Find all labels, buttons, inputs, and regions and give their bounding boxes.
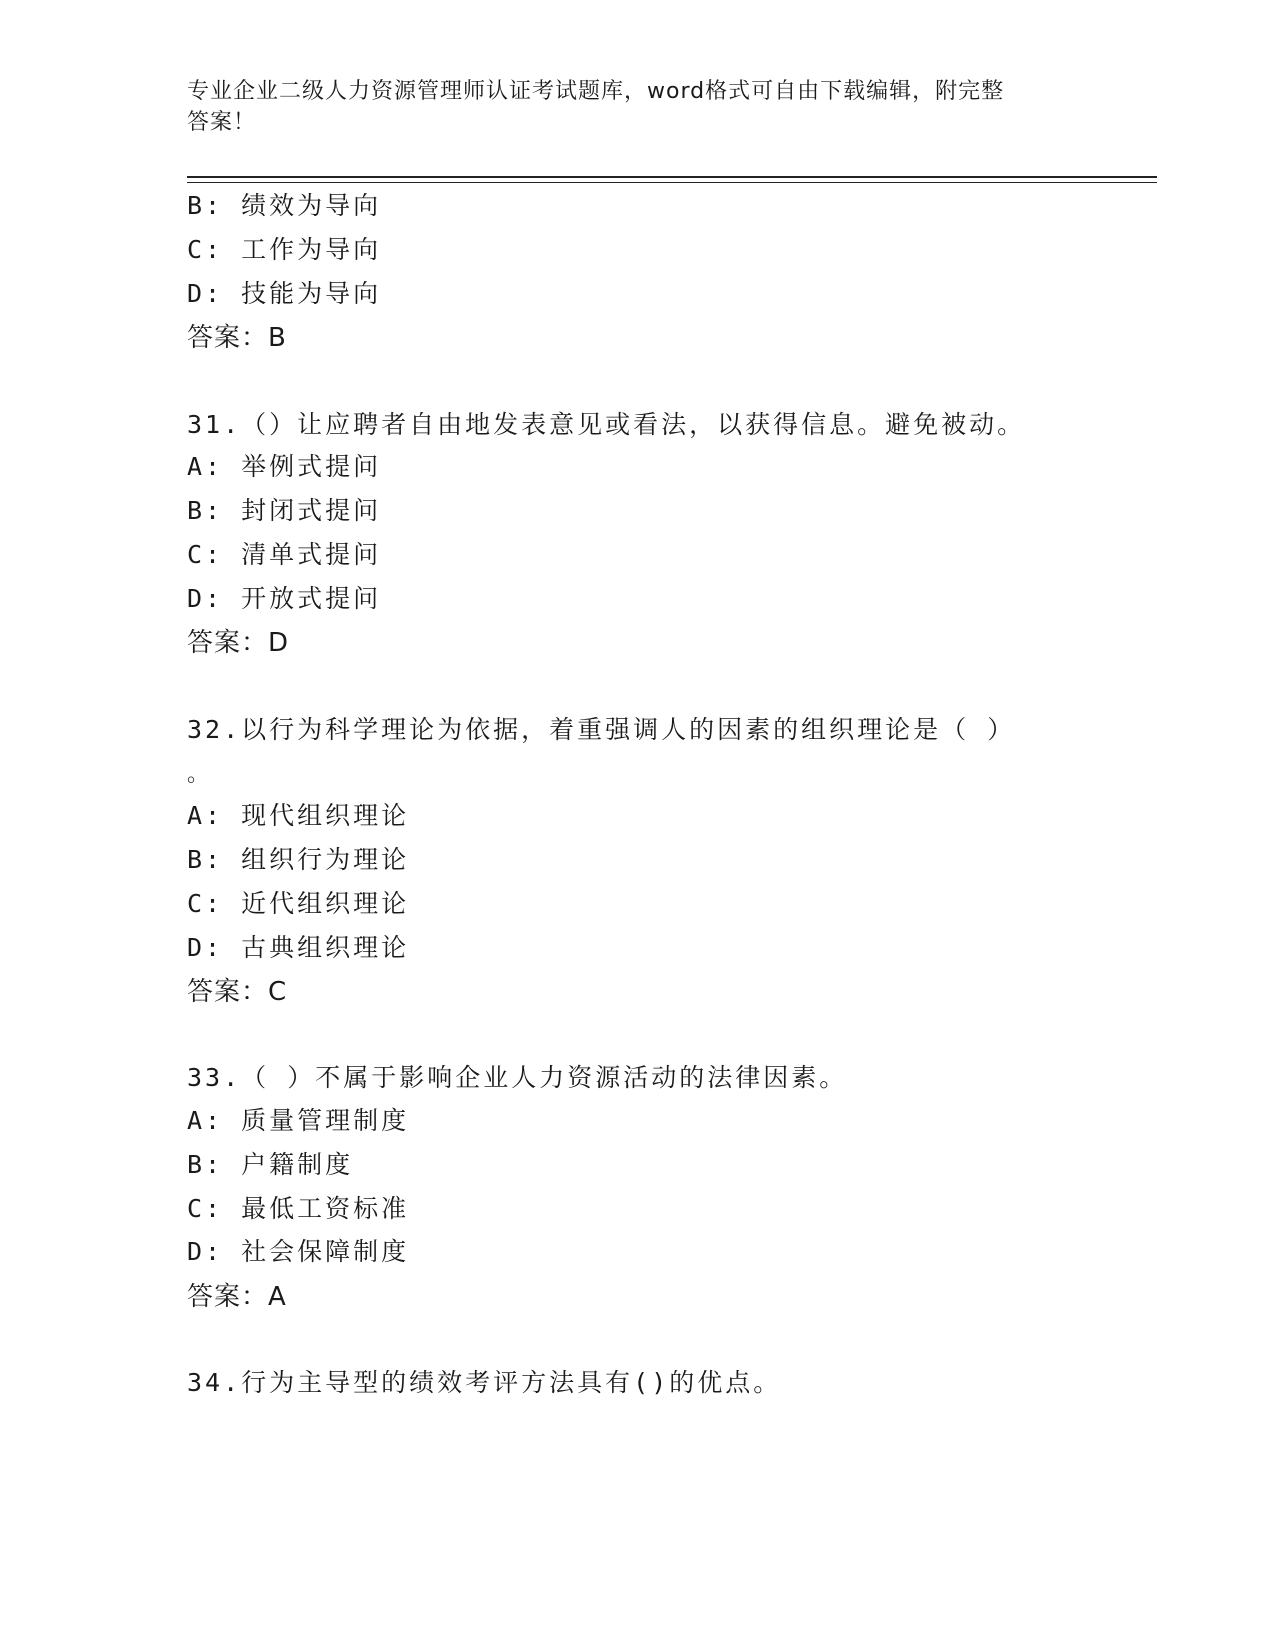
header-line-2: 答案！ bbox=[187, 110, 257, 135]
header-divider-thick bbox=[187, 176, 1157, 178]
header-line-1: 专业企业二级人力资源管理师认证考试题库，word格式可自由下载编辑，附完整 bbox=[187, 79, 1005, 104]
question-stem: 34.行为主导型的绩效考评方法具有()的优点。 bbox=[187, 1368, 782, 1397]
document-header bbox=[187, 76, 1087, 138]
option-d: D: 社会保障制度 bbox=[187, 1237, 410, 1266]
question-stem: 31.（）让应聘者自由地发表意见或看法，以获得信息。避免被动。 bbox=[187, 410, 1026, 439]
option-c: C: 工作为导向 bbox=[187, 235, 382, 264]
option-d: D: 古典组织理论 bbox=[187, 933, 410, 962]
answer-line: 答案：A bbox=[187, 1282, 287, 1312]
question-stem-continuation: 。 bbox=[187, 762, 210, 787]
header-divider-thin bbox=[187, 182, 1157, 183]
option-a: A: 举例式提问 bbox=[187, 452, 382, 481]
option-d: D: 开放式提问 bbox=[187, 584, 382, 613]
option-d: D: 技能为导向 bbox=[187, 279, 382, 308]
option-a: A: 质量管理制度 bbox=[187, 1106, 410, 1135]
option-b: B: 户籍制度 bbox=[187, 1150, 354, 1179]
answer-line: 答案：C bbox=[187, 977, 288, 1007]
option-c: C: 清单式提问 bbox=[187, 540, 382, 569]
option-b: B: 组织行为理论 bbox=[187, 845, 410, 874]
option-a: A: 现代组织理论 bbox=[187, 801, 410, 830]
question-stem: 33.（ ）不属于影响企业人力资源活动的法律因素。 bbox=[187, 1063, 848, 1092]
option-c: C: 最低工资标准 bbox=[187, 1194, 410, 1223]
answer-line: 答案：B bbox=[187, 323, 287, 353]
document-page bbox=[187, 0, 1157, 1650]
option-c: C: 近代组织理论 bbox=[187, 889, 410, 918]
question-stem: 32.以行为科学理论为依据，着重强调人的因素的组织理论是（ ） bbox=[187, 715, 1016, 744]
option-b: B: 绩效为导向 bbox=[187, 191, 382, 220]
answer-line: 答案：D bbox=[187, 628, 290, 658]
option-b: B: 封闭式提问 bbox=[187, 496, 382, 525]
